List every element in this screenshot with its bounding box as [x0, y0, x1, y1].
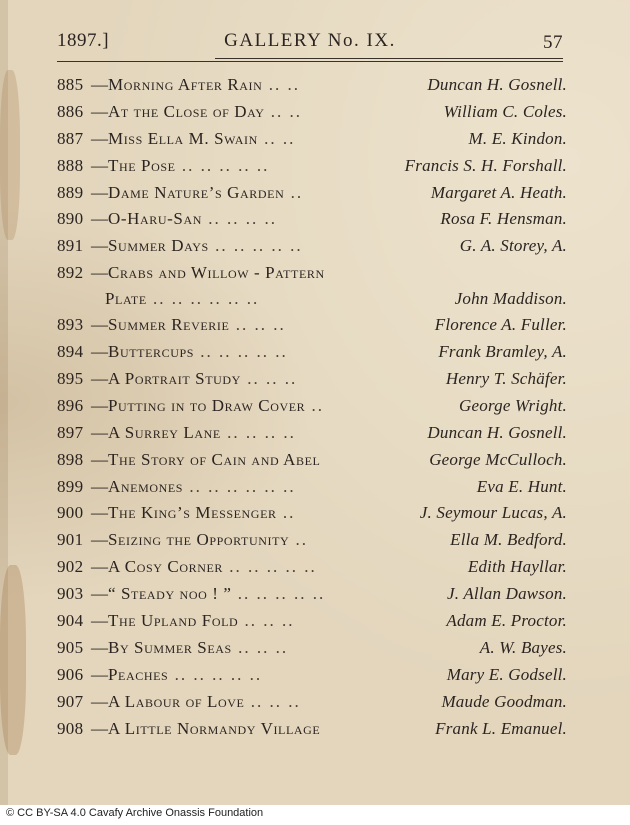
entry-artist: Rosa F. Hensman. — [440, 209, 567, 229]
entry-leaders: .. — [305, 395, 325, 415]
entry-number: 889 — [57, 182, 84, 202]
entry-title: The King’s Messenger — [108, 503, 277, 523]
entry-number: 903 — [57, 584, 84, 604]
entry-title: Buttercups — [108, 342, 195, 362]
entry-dash: — — [91, 611, 108, 631]
entry-leaders: .. .. .. — [238, 611, 295, 631]
catalogue-list — [57, 72, 567, 742]
entry-artist: Frank L. Emanuel. — [435, 718, 567, 738]
entry-leaders: .. .. .. — [244, 691, 301, 711]
entry-title: Peaches — [108, 664, 169, 684]
entry-artist: Duncan H. Gosnell. — [427, 75, 567, 94]
entry-title: By Summer Seas — [108, 637, 232, 657]
catalogue-entry — [57, 393, 567, 420]
paper-stain-lower — [0, 565, 26, 755]
entry-number: 901 — [57, 530, 84, 550]
page-number: 57 — [543, 32, 563, 53]
entry-artist: John Maddison. — [454, 289, 567, 309]
entry-dash: — — [91, 664, 108, 684]
entry-number: 893 — [57, 315, 84, 335]
header-rule-lower — [57, 61, 563, 62]
entry-leaders: .. .. .. .. — [220, 422, 296, 442]
catalogue-entry — [57, 180, 567, 207]
entry-dash: — — [91, 395, 108, 415]
entry-title: The Story of Cain and Abel — [108, 449, 321, 469]
entry-dash: — — [91, 128, 108, 148]
entry-title: At the Close of Day — [108, 101, 265, 121]
entry-leaders: .. .. .. .. .. — [223, 557, 317, 577]
entry-title: A Little Normandy Village — [108, 718, 321, 738]
entry-artist: George Wright. — [459, 395, 567, 415]
entry-title: A Surrey Lane — [108, 422, 221, 442]
catalogue-entry — [57, 608, 567, 635]
entry-dash: — — [91, 449, 108, 469]
entry-artist: Francis S. H. Forshall. — [404, 155, 567, 175]
entry-number: 892 — [57, 263, 84, 283]
header-rule — [215, 58, 563, 59]
entry-leaders: .. .. .. .. .. — [175, 155, 270, 175]
entry-number: 895 — [57, 369, 84, 389]
catalogue-entry — [57, 474, 567, 501]
entry-number: 896 — [57, 395, 84, 415]
entry-leaders: .. .. .. — [240, 369, 298, 389]
entry-number: 887 — [57, 128, 84, 148]
entry-dash: — — [91, 315, 108, 335]
entry-number: 905 — [57, 637, 84, 657]
entry-title-continued — [105, 286, 259, 312]
entry-title: Seizing the Opportunity — [108, 530, 290, 550]
entry-leaders: .. — [284, 182, 304, 202]
entry-artist: A. W. Bayes. — [479, 637, 567, 657]
entry-leaders: .. .. .. .. .. — [231, 584, 326, 604]
entry-number: 902 — [57, 557, 84, 577]
entry-dash: — — [91, 263, 108, 283]
entry-dash: — — [91, 101, 108, 121]
entry-artist: J. Allan Dawson. — [446, 584, 567, 604]
entry-title: Crabs and Willow - Pattern — [108, 263, 325, 283]
entry-leaders: .. .. .. .. .. .. — [183, 476, 296, 496]
catalogue-entry — [57, 420, 567, 447]
entry-dash: — — [91, 476, 108, 496]
catalogue-entry — [57, 689, 567, 716]
entry-dash: — — [91, 530, 108, 550]
entry-number: 886 — [57, 101, 84, 121]
header-year: 1897.] — [57, 30, 110, 51]
entry-number: 897 — [57, 422, 84, 442]
entry-title-line2: Plate — [105, 289, 147, 309]
catalogue-entry — [57, 716, 567, 743]
entry-title: Summer Reverie — [108, 315, 230, 335]
catalogue-entry — [57, 260, 567, 312]
entry-leaders: .. .. .. — [229, 315, 286, 335]
entry-leaders: .. .. .. .. .. — [194, 342, 288, 362]
entry-title: Dame Nature’s Garden — [108, 182, 285, 202]
catalogue-entry — [57, 339, 567, 366]
entry-leaders: .. .. — [264, 101, 303, 121]
entry-artist: Florence A. Fuller. — [434, 315, 567, 335]
entry-title: A Portrait Study — [108, 369, 241, 389]
entry-dash: — — [91, 209, 108, 229]
entry-title: Miss Ella M. Swain — [108, 128, 258, 148]
entry-dash: — — [91, 422, 108, 442]
entry-dash: — — [91, 155, 108, 175]
entry-number: 891 — [57, 236, 84, 256]
entry-title: The Pose — [108, 155, 176, 175]
entry-leaders: .. .. .. — [231, 637, 289, 657]
entry-artist: Maude Goodman. — [441, 691, 567, 711]
entry-artist: G. A. Storey, A. — [459, 236, 567, 256]
catalogue-entry — [57, 635, 567, 662]
entry-number: 894 — [57, 342, 84, 362]
catalogue-entry — [57, 366, 567, 393]
entry-artist: Adam E. Proctor. — [446, 611, 567, 631]
entry-number: 890 — [57, 209, 84, 229]
entry-artist: J. Seymour Lucas, A. — [419, 503, 567, 523]
catalogue-entry — [57, 500, 567, 527]
header-title: GALLERY No. IX. — [224, 30, 396, 51]
entry-artist: Eva E. Hunt. — [476, 476, 567, 496]
entry-dash: — — [91, 503, 108, 523]
entry-leaders: .. .. .. .. — [202, 209, 277, 229]
catalogue-entry — [57, 126, 567, 153]
running-header — [57, 30, 563, 56]
catalogue-entry — [57, 312, 567, 339]
entry-leaders: .. .. .. .. .. .. — [146, 289, 260, 309]
catalogue-entry — [57, 153, 567, 180]
entry-artist: Edith Hayllar. — [467, 557, 567, 577]
entry-number: 900 — [57, 503, 84, 523]
entry-dash: — — [91, 691, 108, 711]
entry-dash: — — [91, 75, 108, 94]
entry-title: Anemones — [108, 476, 184, 496]
entry-leaders: .. .. .. .. .. — [208, 236, 303, 256]
entry-number: 885 — [57, 75, 84, 94]
entry-artist: M. E. Kindon. — [468, 128, 567, 148]
paper-stain-upper — [0, 70, 20, 240]
catalogue-entry — [57, 206, 567, 233]
entry-dash: — — [91, 236, 108, 256]
entry-leaders: .. .. — [257, 128, 296, 148]
entry-number: 908 — [57, 718, 84, 738]
entry-artist: Ella M. Bedford. — [450, 530, 567, 550]
entry-dash: — — [91, 369, 108, 389]
entry-leaders: .. — [289, 530, 309, 550]
catalogue-entry — [57, 662, 567, 689]
catalogue-entry — [57, 72, 567, 99]
entry-title: A Labour of Love — [108, 691, 245, 711]
entry-number: 904 — [57, 611, 84, 631]
catalogue-entry — [57, 447, 567, 474]
entry-number: 906 — [57, 664, 84, 684]
entry-artist: Mary E. Godsell. — [446, 664, 567, 684]
entry-artist: Duncan H. Gosnell. — [427, 422, 567, 442]
entry-dash: — — [91, 584, 108, 604]
entry-title: Putting in to Draw Cover — [108, 395, 306, 415]
entry-artist: Margaret A. Heath. — [430, 182, 567, 202]
license-credit: © CC BY-SA 4.0 Cavafy Archive Onassis Foundation — [6, 807, 264, 819]
entry-title: “ Steady noo ! ” — [108, 584, 232, 604]
catalogue-entry — [57, 527, 567, 554]
entry-number: 899 — [57, 476, 84, 496]
entry-title: Morning After Rain — [108, 75, 263, 94]
entry-title: A Cosy Corner — [108, 557, 223, 577]
entry-artist: Henry T. Schäfer. — [445, 369, 567, 389]
entry-leaders: .. .. — [262, 75, 300, 94]
entry-title: O-Haru-San — [108, 209, 202, 229]
entry-number: 907 — [57, 691, 84, 711]
catalogue-entry — [57, 581, 567, 608]
entry-artist: George McCulloch. — [429, 449, 567, 469]
entry-dash: — — [91, 557, 108, 577]
entry-dash: — — [91, 182, 108, 202]
catalogue-entry — [57, 99, 567, 126]
entry-title: The Upland Fold — [108, 611, 239, 631]
entry-dash: — — [91, 718, 108, 738]
entry-dash: — — [91, 342, 108, 362]
entry-dash: — — [91, 637, 108, 657]
entry-artist: Frank Bramley, A. — [438, 342, 567, 362]
entry-leaders: .. — [276, 503, 296, 523]
entry-number: 888 — [57, 155, 84, 175]
catalogue-entry — [57, 233, 567, 260]
entry-artist: William C. Coles. — [443, 101, 567, 121]
entry-leaders: .. .. .. .. .. — [168, 664, 263, 684]
entry-title: Summer Days — [108, 236, 209, 256]
entry-number: 898 — [57, 449, 84, 469]
catalogue-entry — [57, 554, 567, 581]
